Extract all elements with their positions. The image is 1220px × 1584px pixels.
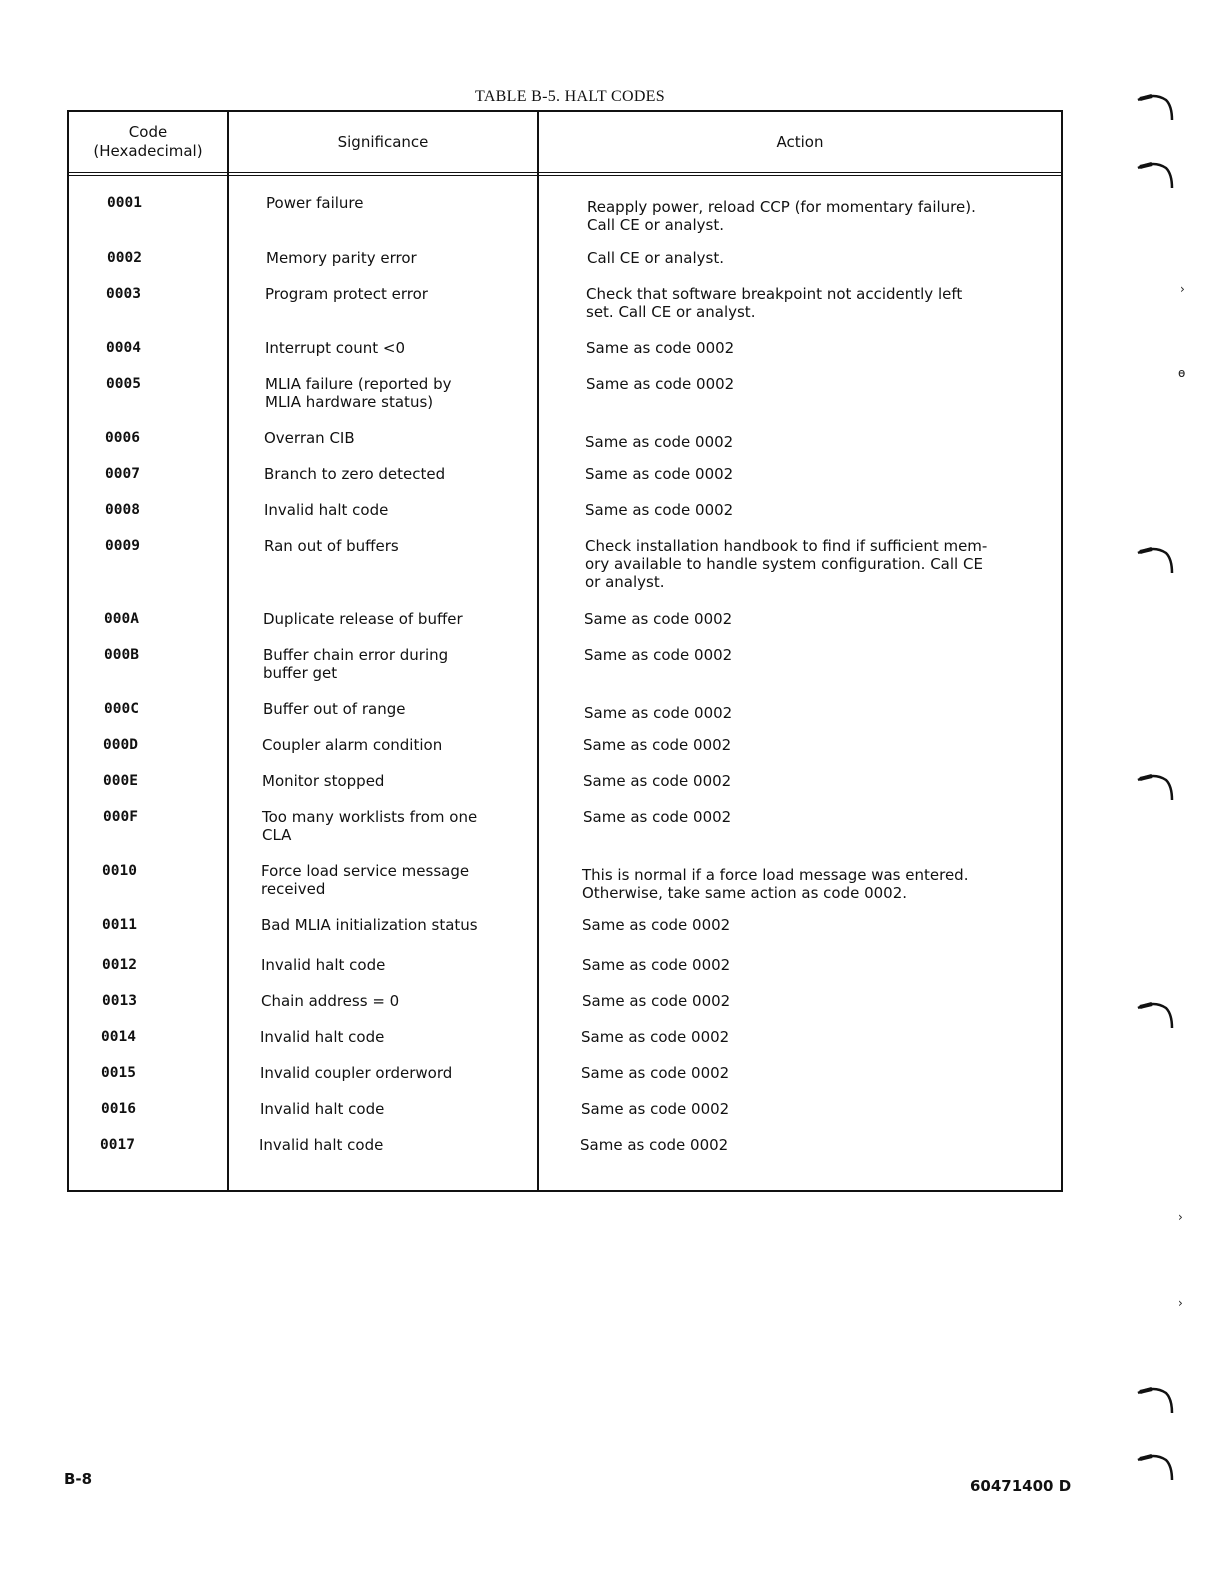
significance: Bad MLIA initialization status xyxy=(261,916,478,934)
significance: Invalid coupler orderword xyxy=(260,1064,453,1082)
action: Same as code 0002 xyxy=(581,1064,730,1082)
halt-code: 000C xyxy=(104,701,139,717)
significance: MLIA failure (reported by MLIA hardware status) xyxy=(265,375,452,411)
significance: Invalid halt code xyxy=(259,1136,384,1154)
halt-code: 0001 xyxy=(107,195,142,211)
halt-code: 0009 xyxy=(105,538,140,554)
action: Same as code 0002 xyxy=(584,704,733,722)
halt-code: 000B xyxy=(104,647,139,663)
halt-code: 0014 xyxy=(101,1029,136,1045)
significance: Force load service message received xyxy=(261,862,470,898)
halt-code: 0007 xyxy=(105,466,140,482)
action: Call CE or analyst. xyxy=(587,249,724,267)
significance: Invalid halt code xyxy=(260,1100,385,1118)
halt-code: 0015 xyxy=(101,1065,136,1081)
significance: Overran CIB xyxy=(264,429,355,447)
halt-code: 0011 xyxy=(102,917,137,933)
column-divider xyxy=(537,112,539,1190)
action: Same as code 0002 xyxy=(582,956,731,974)
halt-code: 0012 xyxy=(102,957,137,973)
table-caption: TABLE B-5. HALT CODES xyxy=(475,88,665,105)
action: Same as code 0002 xyxy=(583,808,732,826)
significance: Program protect error xyxy=(265,285,428,303)
scan-mark: ɵ xyxy=(1178,366,1186,380)
scan-mark: › xyxy=(1178,1210,1183,1224)
binder-ring-icon xyxy=(1132,770,1176,804)
halt-code: 0003 xyxy=(106,286,141,302)
halt-code: 000A xyxy=(104,611,139,627)
significance: Chain address = 0 xyxy=(261,992,400,1010)
significance: Invalid halt code xyxy=(260,1028,385,1046)
significance: Memory parity error xyxy=(266,249,417,267)
halt-code: 0006 xyxy=(105,430,140,446)
halt-code: 0013 xyxy=(102,993,137,1009)
binder-ring-icon xyxy=(1132,1450,1176,1484)
action: Same as code 0002 xyxy=(583,772,732,790)
binder-ring-icon xyxy=(1132,158,1176,192)
significance: Too many worklists from one CLA xyxy=(262,808,478,844)
significance: Monitor stopped xyxy=(262,772,385,790)
header-code: Code (Hexadecimal) xyxy=(93,123,203,160)
significance: Power failure xyxy=(266,194,364,212)
scan-mark: › xyxy=(1178,1296,1183,1310)
column-divider xyxy=(227,112,229,1190)
scan-mark: › xyxy=(1180,282,1185,296)
header-significance: Significance xyxy=(337,132,429,151)
action: Same as code 0002 xyxy=(583,736,732,754)
significance: Duplicate release of buffer xyxy=(263,610,463,628)
significance: Branch to zero detected xyxy=(264,465,446,483)
halt-code: 0005 xyxy=(106,376,141,392)
halt-code: 000F xyxy=(103,809,138,825)
action: Same as code 0002 xyxy=(586,375,735,393)
action: Same as code 0002 xyxy=(585,501,734,519)
action: Same as code 0002 xyxy=(586,339,735,357)
significance: Invalid halt code xyxy=(261,956,386,974)
action: Same as code 0002 xyxy=(584,610,733,628)
halt-codes-table xyxy=(67,110,1063,1192)
document-number: 60471400 D xyxy=(970,1477,1072,1495)
halt-code: 0016 xyxy=(101,1101,136,1117)
action: Reapply power, reload CCP (for momentary failure). Call CE or analyst. xyxy=(587,198,976,234)
action: Same as code 0002 xyxy=(584,646,733,664)
action: Same as code 0002 xyxy=(585,465,734,483)
table-header xyxy=(69,112,1061,176)
action: Check that software breakpoint not accidently left set. Call CE or analyst. xyxy=(586,285,963,321)
header-action: Action xyxy=(776,132,824,151)
action: Same as code 0002 xyxy=(581,1100,730,1118)
halt-code: 000D xyxy=(103,737,138,753)
halt-code: 0002 xyxy=(107,250,142,266)
action: Same as code 0002 xyxy=(580,1136,729,1154)
action: Check installation handbook to find if sufficient mem- ory available to handle system configuration. Call CE or analyst. xyxy=(585,537,988,591)
action: Same as code 0002 xyxy=(585,433,734,451)
binder-ring-icon xyxy=(1132,543,1176,577)
binder-ring-icon xyxy=(1132,1383,1176,1417)
significance: Interrupt count <0 xyxy=(265,339,405,357)
significance: Invalid halt code xyxy=(264,501,389,519)
halt-code: 000E xyxy=(103,773,138,789)
significance: Coupler alarm condition xyxy=(262,736,443,754)
significance: Buffer chain error during buffer get xyxy=(263,646,449,682)
page-number: B-8 xyxy=(64,1470,93,1488)
binder-ring-icon xyxy=(1132,998,1176,1032)
significance: Ran out of buffers xyxy=(264,537,399,555)
binder-ring-icon xyxy=(1132,90,1176,124)
halt-code: 0010 xyxy=(102,863,137,879)
halt-code: 0004 xyxy=(106,340,141,356)
action: Same as code 0002 xyxy=(582,992,731,1010)
action: Same as code 0002 xyxy=(582,916,731,934)
halt-code: 0008 xyxy=(105,502,140,518)
significance: Buffer out of range xyxy=(263,700,406,718)
halt-code: 0017 xyxy=(100,1137,135,1153)
action: This is normal if a force load message was entered. Otherwise, take same action as code 0002. xyxy=(582,866,969,902)
action: Same as code 0002 xyxy=(581,1028,730,1046)
